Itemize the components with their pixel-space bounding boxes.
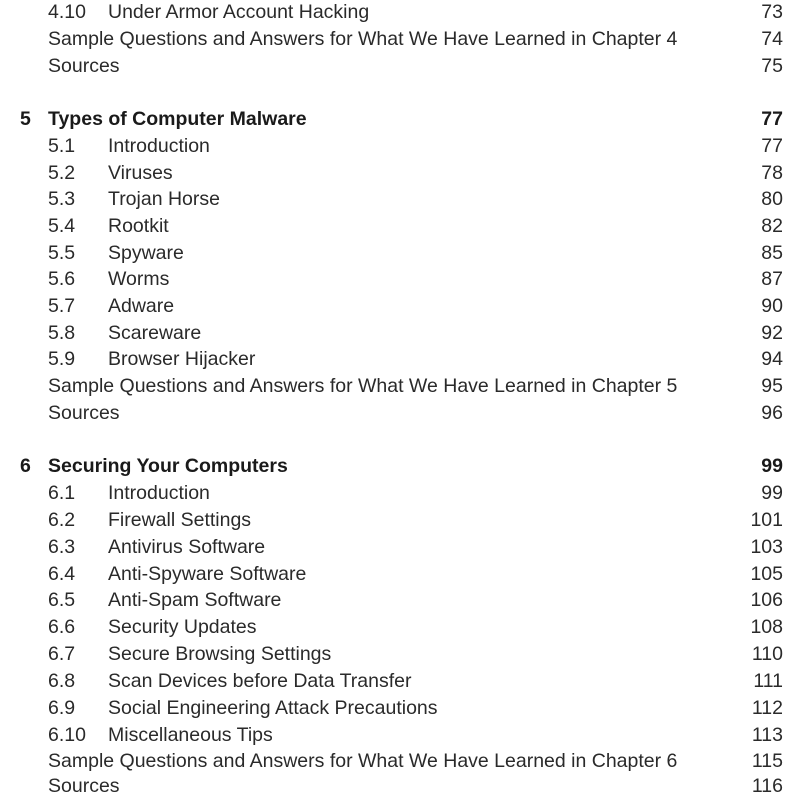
toc-section-row [0, 534, 800, 561]
toc-section-row [0, 668, 800, 695]
page-number: 112 [751, 697, 783, 719]
toc-section-row [0, 346, 800, 373]
section-title: Social Engineering Attack Precautions [108, 697, 438, 719]
page-number: 103 [750, 536, 783, 558]
section-number: 6.5 [48, 589, 76, 611]
toc-section-row [0, 641, 800, 668]
end-matter-title: Sources [48, 55, 120, 77]
section-number: 4.10 [48, 1, 86, 23]
page-number: 90 [761, 295, 783, 317]
toc-end-matter-row [0, 373, 800, 400]
section-title: Spyware [108, 242, 184, 264]
chapter-number: 6 [20, 455, 31, 477]
toc-end-matter-row [0, 748, 800, 775]
page-number: 105 [750, 563, 783, 585]
toc-chapter-heading [0, 453, 800, 480]
section-number: 5.5 [48, 242, 76, 264]
section-title: Scareware [108, 322, 202, 344]
toc-section-row [0, 213, 800, 240]
section-number: 5.1 [48, 135, 76, 157]
section-title: Trojan Horse [108, 188, 220, 210]
page-number: 110 [751, 643, 783, 665]
toc-chapter-heading [0, 106, 800, 133]
section-title: Viruses [108, 162, 173, 184]
toc-section-row [0, 614, 800, 641]
toc-section-row [0, 507, 800, 534]
page-number: 111 [753, 670, 783, 692]
page-number: 116 [751, 775, 783, 797]
section-title: Browser Hijacker [108, 348, 256, 370]
section-number: 5.7 [48, 295, 76, 317]
section-title: Firewall Settings [108, 509, 252, 531]
section-number: 6.2 [48, 509, 76, 531]
page-number: 115 [751, 750, 783, 772]
section-number: 6.8 [48, 670, 76, 692]
section-title: Under Armor Account Hacking [108, 1, 370, 23]
section-title: Antivirus Software [108, 536, 266, 558]
page-number: 106 [750, 589, 783, 611]
section-number: 6.9 [48, 697, 76, 719]
section-number: 5.3 [48, 188, 76, 210]
page-number: 77 [761, 108, 783, 130]
section-title: Introduction [108, 135, 210, 157]
page-number: 92 [761, 322, 783, 344]
section-number: 6.7 [48, 643, 76, 665]
section-title: Anti-Spam Software [108, 589, 282, 611]
page-number: 99 [761, 455, 783, 477]
end-matter-title: Sample Questions and Answers for What We Have Learned in Chapter 4 [48, 28, 678, 50]
toc-end-matter-row [0, 26, 800, 53]
section-title: Adware [108, 295, 175, 317]
toc-end-matter-row [0, 773, 800, 800]
section-number: 6.10 [48, 724, 86, 746]
page-number: 101 [750, 509, 783, 531]
toc-section-row [0, 133, 800, 160]
page-number: 77 [761, 135, 783, 157]
toc-end-matter-row [0, 400, 800, 427]
page-number: 85 [761, 242, 783, 264]
toc-end-matter-row [0, 53, 800, 80]
end-matter-title: Sources [48, 775, 120, 797]
end-matter-title: Sources [48, 402, 120, 424]
section-number: 5.6 [48, 268, 76, 290]
toc-section-row [0, 722, 800, 749]
end-matter-title: Sample Questions and Answers for What We Have Learned in Chapter 5 [48, 375, 678, 397]
page-number: 94 [761, 348, 783, 370]
section-title: Rootkit [108, 215, 169, 237]
section-number: 5.9 [48, 348, 76, 370]
page-number: 82 [761, 215, 783, 237]
page-number: 113 [751, 724, 783, 746]
toc-section-row [0, 186, 800, 213]
section-title: Anti-Spyware Software [108, 563, 307, 585]
toc-section-row [0, 320, 800, 347]
page-number: 74 [761, 28, 783, 50]
page-number: 73 [761, 1, 783, 23]
section-title: Worms [108, 268, 170, 290]
toc-section-row [0, 160, 800, 187]
page-number: 95 [761, 375, 783, 397]
toc-section-row [0, 266, 800, 293]
section-number: 5.8 [48, 322, 76, 344]
section-number: 5.2 [48, 162, 76, 184]
section-title: Secure Browsing Settings [108, 643, 332, 665]
toc-section-row [0, 240, 800, 267]
toc-section-row [0, 587, 800, 614]
section-title: Security Updates [108, 616, 257, 638]
toc-section-row [0, 0, 800, 26]
page-number: 99 [761, 482, 783, 504]
toc-section-row [0, 561, 800, 588]
chapter-title: Types of Computer Malware [48, 108, 307, 130]
section-number: 6.4 [48, 563, 76, 585]
toc-section-row [0, 480, 800, 507]
page-number: 78 [761, 162, 783, 184]
toc-section-row [0, 293, 800, 320]
page-number: 87 [761, 268, 783, 290]
section-number: 5.4 [48, 215, 76, 237]
section-title: Scan Devices before Data Transfer [108, 670, 412, 692]
section-number: 6.6 [48, 616, 76, 638]
section-number: 6.3 [48, 536, 76, 558]
chapter-number: 5 [20, 108, 31, 130]
page-number: 75 [761, 55, 783, 77]
section-title: Introduction [108, 482, 210, 504]
end-matter-title: Sample Questions and Answers for What We Have Learned in Chapter 6 [48, 750, 678, 772]
page-number: 108 [750, 616, 783, 638]
section-number: 6.1 [48, 482, 76, 504]
toc-section-row [0, 695, 800, 722]
chapter-title: Securing Your Computers [48, 455, 288, 477]
page-number: 96 [761, 402, 783, 424]
page-number: 80 [761, 188, 783, 210]
section-title: Miscellaneous Tips [108, 724, 273, 746]
